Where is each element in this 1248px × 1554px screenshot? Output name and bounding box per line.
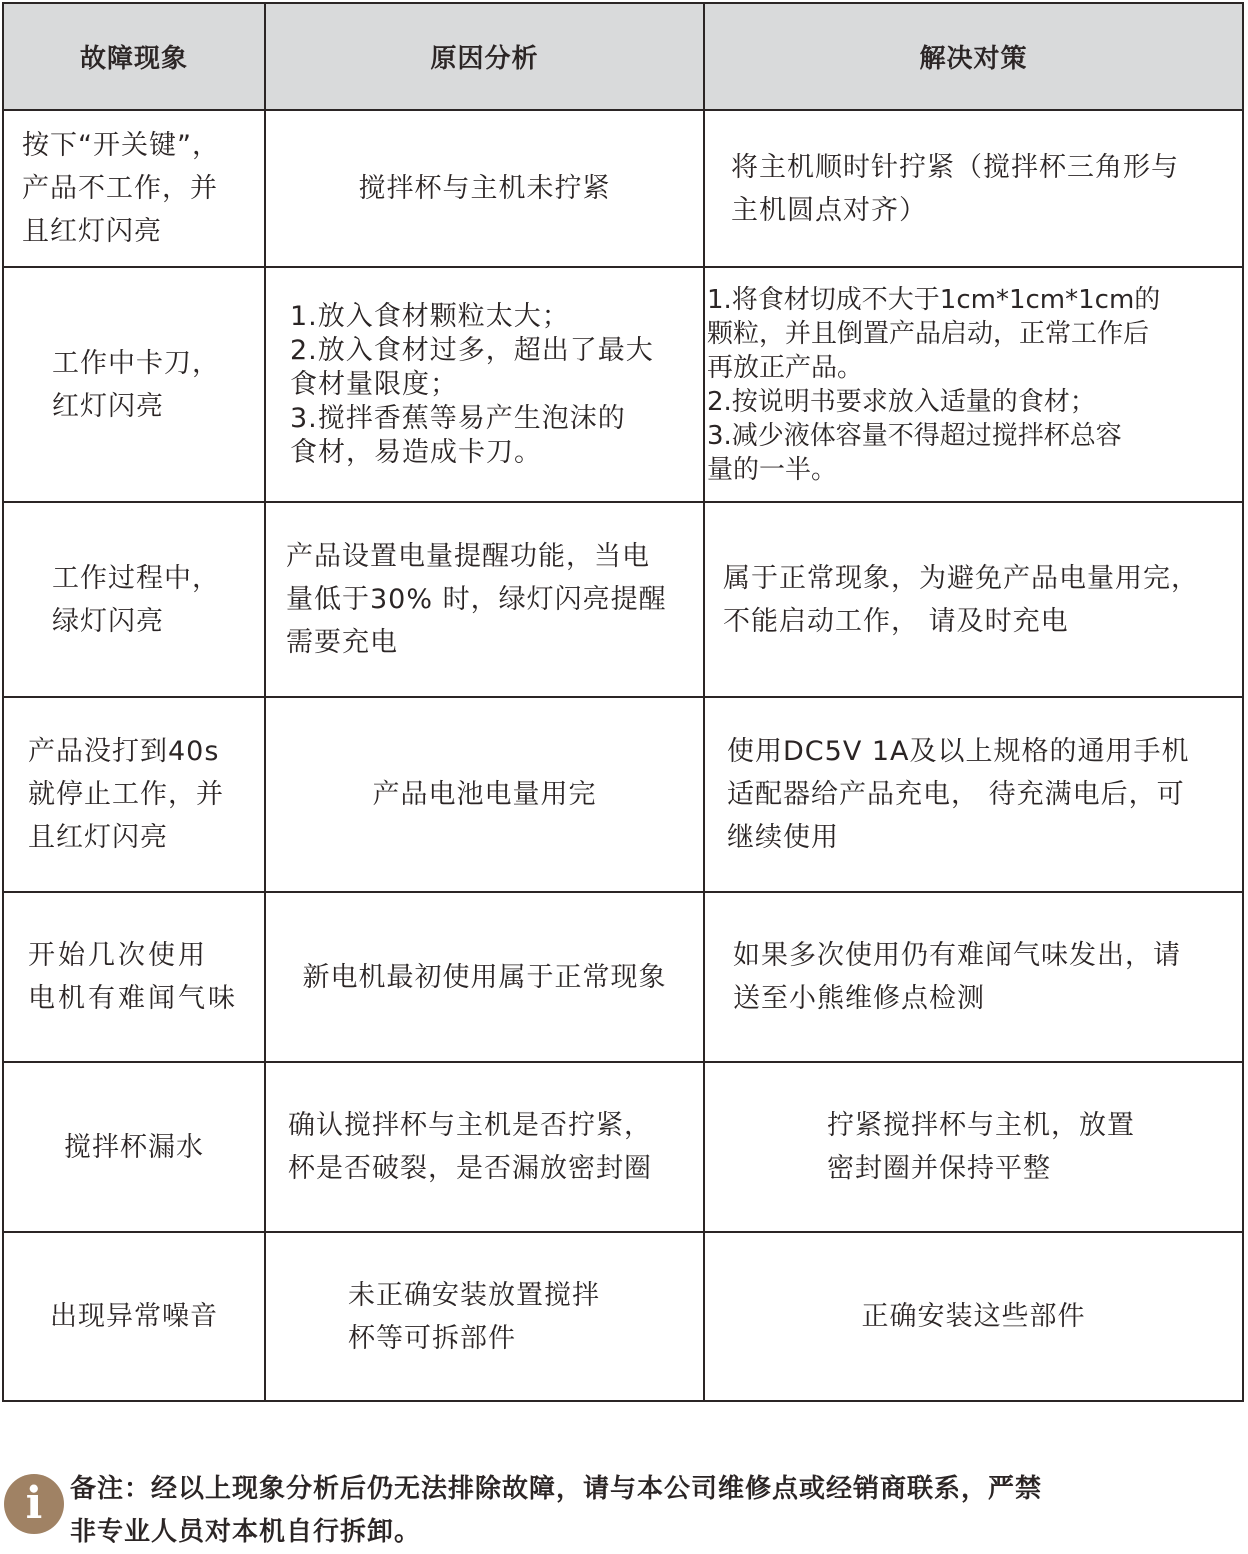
symptom-text: 开始几次使用 电机有难闻气味 [28,940,238,1014]
cause-text: 1.放入食材颗粒太大； 2.放入食材过多，超出了最大 食材量限度； 3.搅拌香蕉等易产生泡沫的 食材，易造成卡刀。 [290,300,654,468]
note-section [4,1468,1204,1547]
cause-cell [265,110,704,267]
symptom-cell [3,1062,265,1232]
cause-cell [265,697,704,892]
cause-cell [265,892,704,1062]
table-header-row [3,3,1243,110]
header-cause: 原因分析 [265,3,704,110]
cause-text: 产品设置电量提醒功能，当电 量低于30% 时，绿灯闪亮提醒 需要充电 [286,541,667,658]
solution-cell [704,267,1243,502]
symptom-cell [3,892,265,1062]
solution-text: 属于正常现象，为避免产品电量用完， 不能启动工作， 请及时充电 [723,562,1199,637]
table-row [3,267,1243,502]
cause-text: 确认搅拌杯与主机是否拧紧， 杯是否破裂，是否漏放密封圈 [288,1110,652,1184]
cause-cell [265,502,704,697]
header-solution: 解决对策 [704,3,1243,110]
cause-cell [265,1062,704,1232]
table-row [3,697,1243,892]
symptom-text: 搅拌杯漏水 [64,1131,204,1163]
cause-cell [265,267,704,502]
symptom-text: 按下“开关键”， 产品不工作，并 且红灯闪亮 [22,130,220,247]
solution-text: 拧紧搅拌杯与主机，放置 密封圈并保持平整 [827,1110,1135,1184]
symptom-text: 出现异常噪音 [50,1301,218,1332]
symptom-text: 工作过程中， 绿灯闪亮 [52,562,220,637]
cause-cell [265,1232,704,1401]
symptom-cell [3,502,265,697]
cause-text: 新电机最初使用属于正常现象 [302,961,667,993]
solution-cell [704,110,1243,267]
table-row [3,1062,1243,1232]
symptom-cell [3,697,265,892]
symptom-cell [3,267,265,502]
solution-cell [704,892,1243,1062]
troubleshooting-table [2,2,1244,1402]
symptom-cell [3,110,265,267]
header-symptom: 故障现象 [3,3,265,110]
solution-text: 将主机顺时针拧紧（搅拌杯三角形与 主机圆点对齐） [731,151,1179,226]
solution-cell [704,502,1243,697]
cause-text: 搅拌杯与主机未拧紧 [358,173,611,204]
info-icon: i [4,1474,64,1534]
solution-text: 如果多次使用仍有难闻气味发出，请 送至小熊维修点检测 [733,940,1181,1014]
table-row [3,502,1243,697]
cause-text: 产品电池电量用完 [372,779,597,810]
table-row [3,1232,1243,1401]
table-row [3,892,1243,1062]
solution-cell [704,1232,1243,1401]
symptom-text: 工作中卡刀， 红灯闪亮 [52,347,220,422]
symptom-cell [3,1232,265,1401]
solution-cell [704,1062,1243,1232]
table-row [3,110,1243,267]
solution-cell [704,697,1243,892]
symptom-text: 产品没打到40s 就停止工作，并 且红灯闪亮 [28,736,224,853]
note-text: 备注：经以上现象分析后仍无法排除故障，请与本公司维修点或经销商联系，严禁 非专业人员对本机自行拆卸。 [70,1474,1043,1547]
solution-text: 1.将食材切成不大于1cm*1cm*1cm的 颗粒，并且倒置产品启动，正常工作后 再放正产品。 2.按说明书要求放入适量的食材； 3.减少液体容量不得超过搅拌杯总容 量的一半。 [707,284,1161,485]
cause-text: 未正确安装放置搅拌 杯等可拆部件 [348,1279,600,1354]
solution-text: 正确安装这些部件 [861,1301,1086,1332]
solution-text: 使用DC5V 1A及以上规格的通用手机 适配器给产品充电， 待充满电后，可 继续使用 [727,736,1190,853]
